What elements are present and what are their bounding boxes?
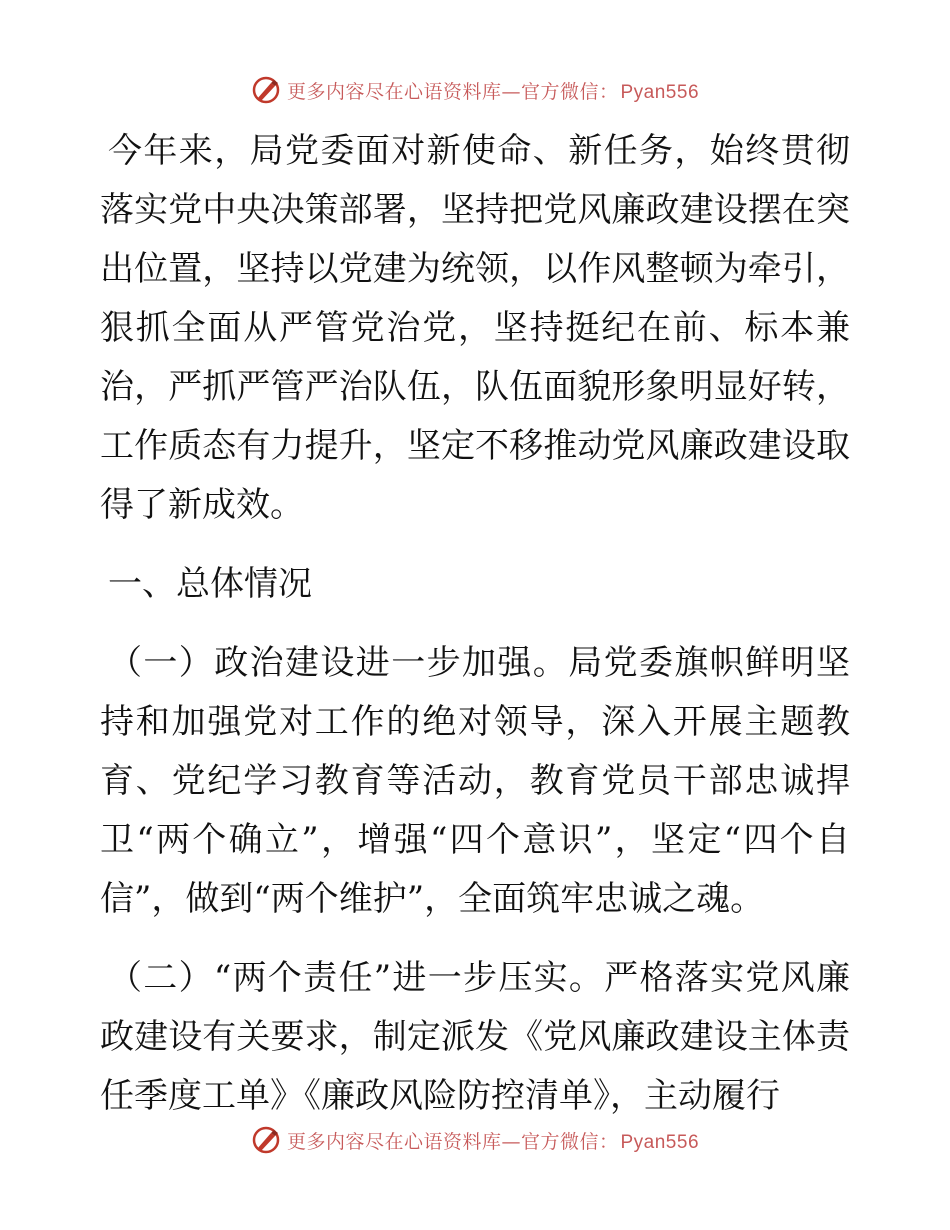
red-circle-pen-logo-icon xyxy=(251,1125,281,1155)
watermark-footer xyxy=(0,1120,950,1160)
watermark-text: 更多内容尽在心语资料库—官方微信： Pyan556 xyxy=(286,80,700,103)
section-two-responsibilities: （二）“两个责任”进一步压实。严格落实党风廉政建设有关要求，制定派发《党风廉政建设主体责任季度工单》《廉政风险防控清单》，主动履行 xyxy=(100,958,850,1116)
watermark-wechat-id: Pyan556 xyxy=(620,81,700,103)
red-circle-pen-logo-icon xyxy=(251,75,281,105)
document-body xyxy=(100,122,850,1126)
watermark-text: 更多内容尽在心语资料库—官方微信： Pyan556 xyxy=(286,1130,700,1153)
watermark-wechat-id: Pyan556 xyxy=(620,1131,700,1153)
intro-paragraph: 今年来，局党委面对新使命、新任务，始终贯彻落实党中央决策部署，坚持把党风廉政建设摆在突出位置，坚持以党建为统领，以作风整顿为牵引，狠抓全面从严管党治党，坚持挺纪在前、标本兼治，严抓严管严治队伍，队伍面貌形象明显好转，工作质态有力提升，坚定不移推动党风廉政建设取得了新成效。 xyxy=(100,131,850,525)
watermark-header xyxy=(0,70,950,110)
section-political-construction: （一）政治建设进一步加强。局党委旗帜鲜明坚持和加强党对工作的绝对领导，深入开展主题教育、党纪学习教育等活动，教育党员干部忠诚捍卫“两个确立”，增强“四个意识”，坚定“四个自信”，做到“两个维护”，全面筑牢忠诚之魂。 xyxy=(100,643,850,919)
section-heading-overview: 一、总体情况 xyxy=(108,564,312,604)
